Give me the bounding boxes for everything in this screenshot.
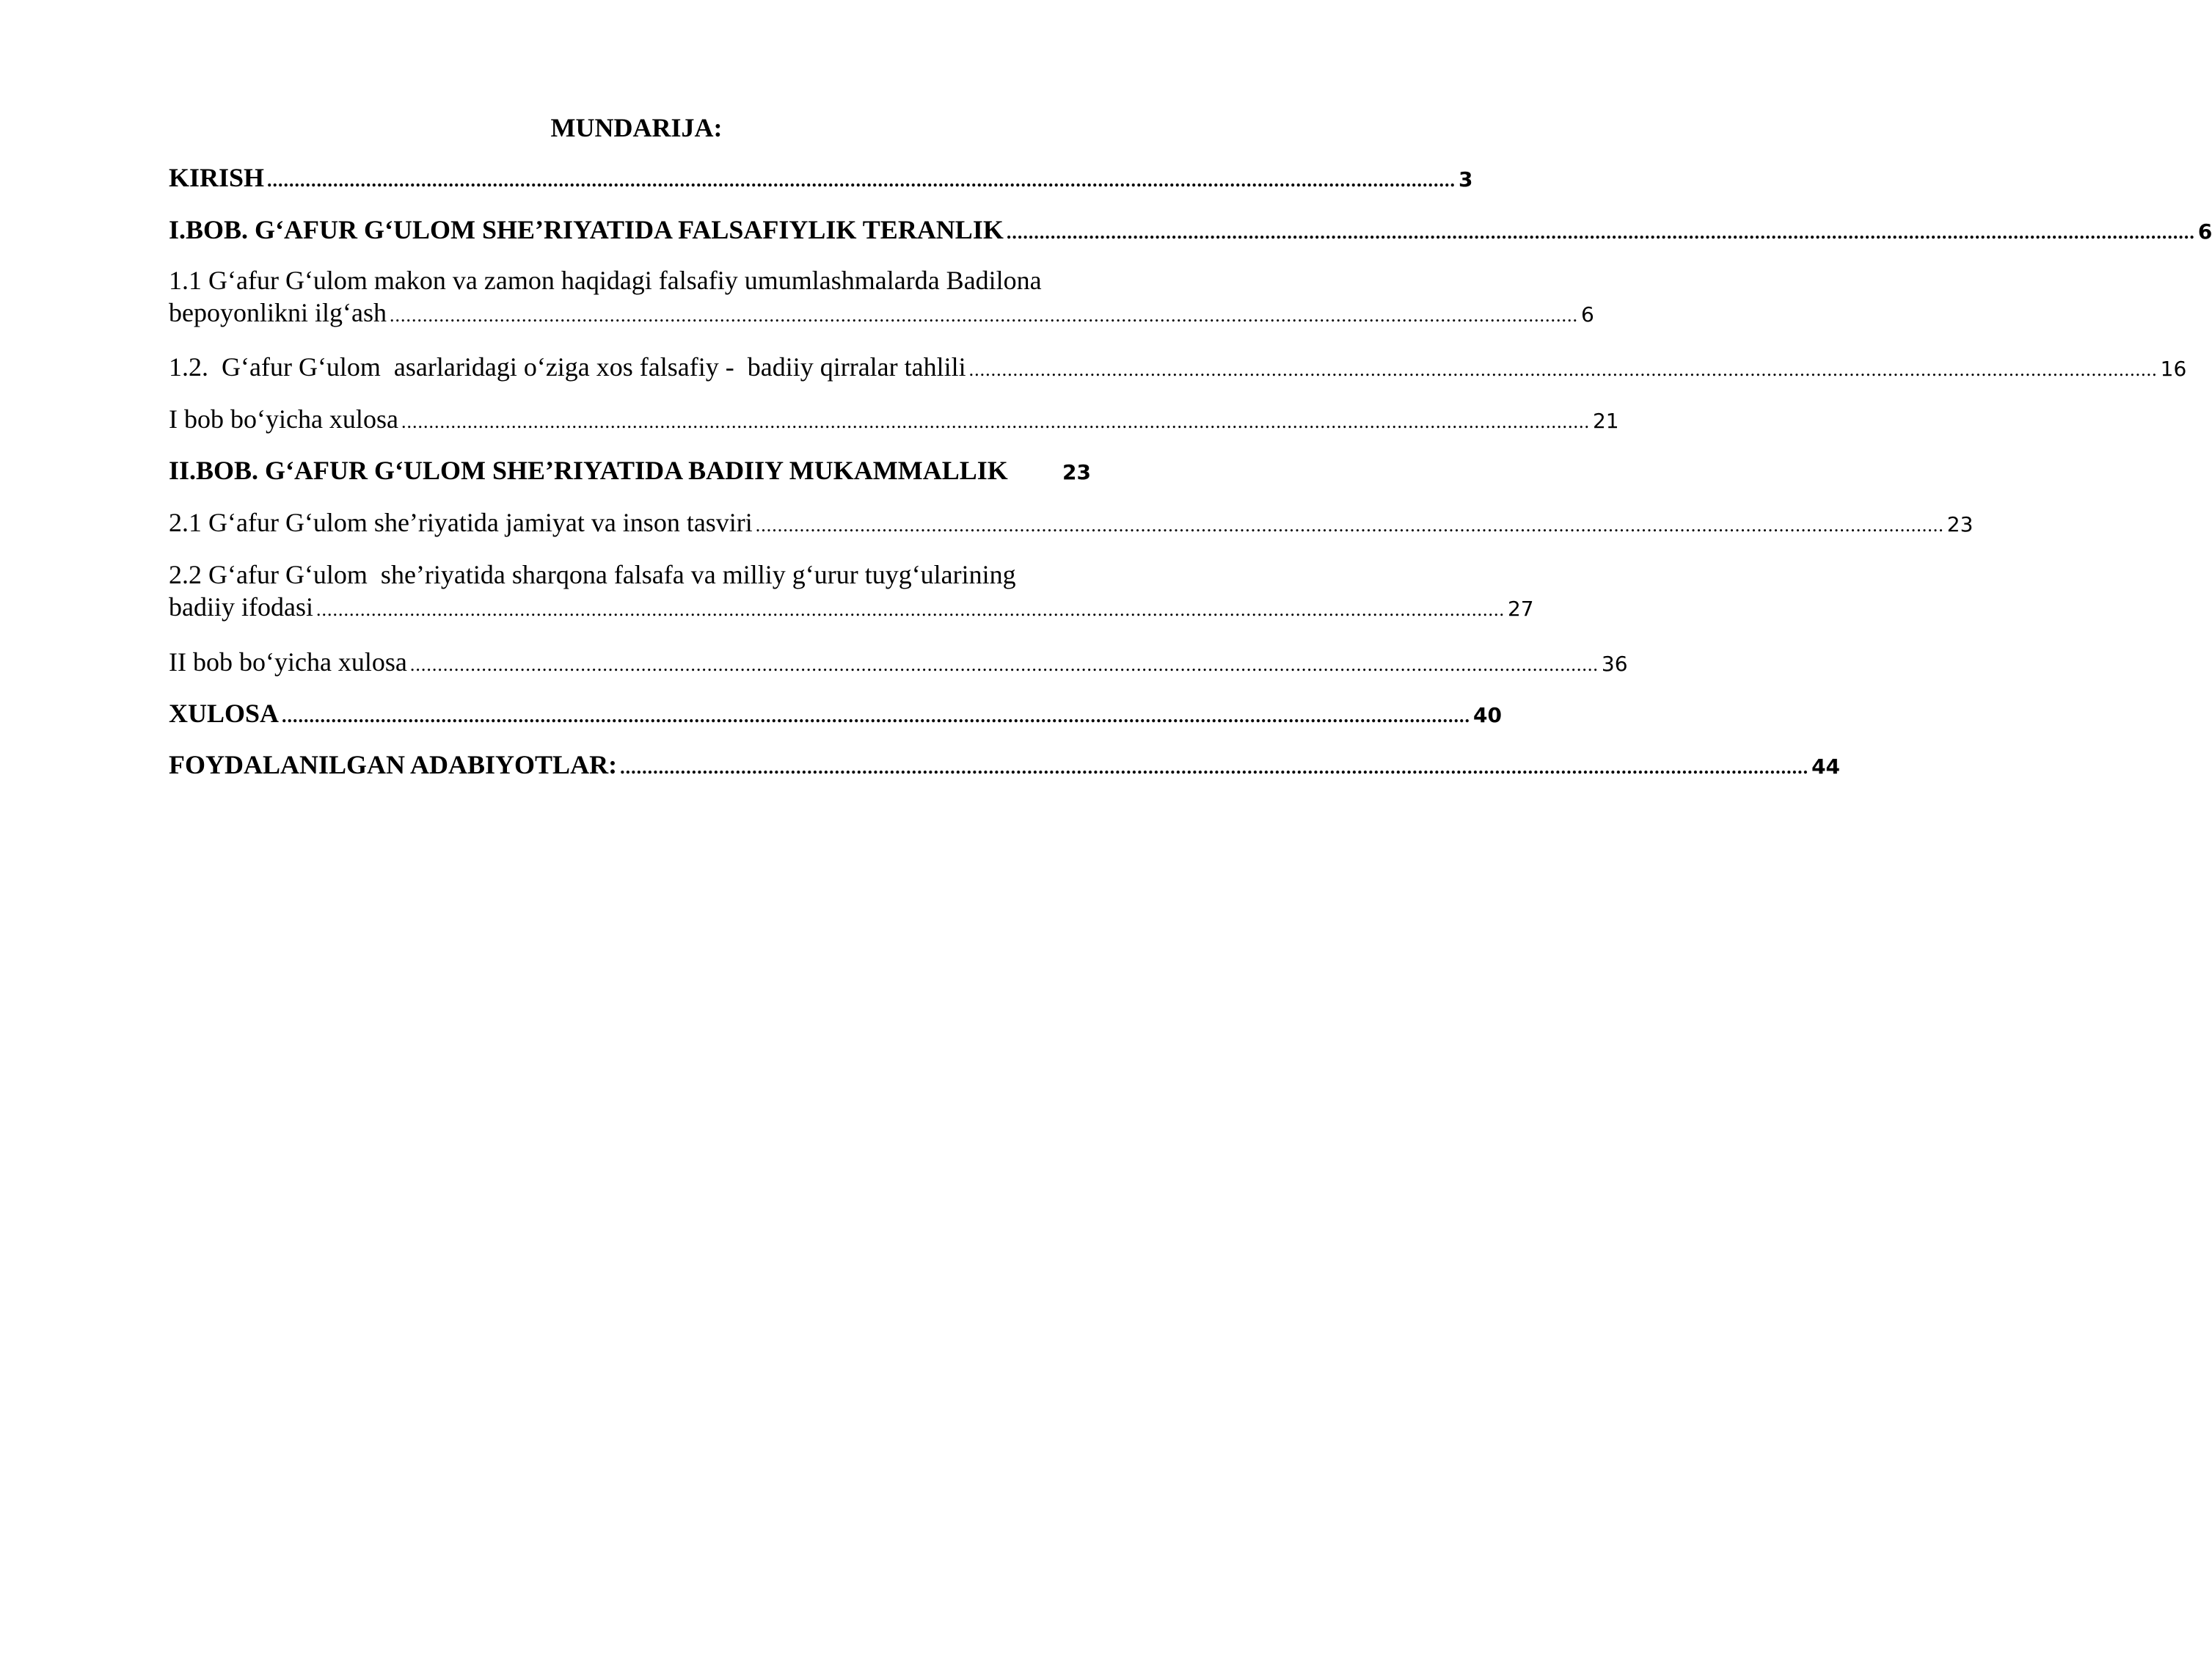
toc-page-number: 3 (1459, 167, 1473, 192)
toc-page-number: 23 (1946, 512, 1974, 536)
dot-leader: ........................................................................................................................................................................................................................ (968, 359, 2158, 380)
toc-entry[interactable] (169, 351, 2187, 386)
dot-leader: ........................................................................................................................................................................................................................ (401, 411, 1590, 432)
toc-page-number: 21 (1592, 409, 1619, 433)
dot-leader: ........................................................................................................................................................................................................................ (267, 170, 1456, 191)
toc-entry-text-line1: 1.1 G‘afur G‘ulom makon va zamon haqidagi falsafiy umumlashmalarda Badilona (169, 266, 1042, 295)
toc-page-number: 40 (1473, 703, 1502, 727)
toc-entry-text: 1.2. G‘afur G‘ulom asarlaridagi o‘ziga xos falsafiy - badiiy qirralar tahlili (169, 352, 966, 382)
toc-entry-text: bepoyonlikni ilg‘ash (169, 298, 387, 327)
toc-page-number: 44 (1811, 754, 1841, 779)
toc-entry[interactable] (169, 646, 1628, 681)
toc-entry[interactable] (169, 749, 1841, 784)
toc-entry-text-line1: 2.2 G‘afur G‘ulom she’riyatida sharqona falsafa va milliy g‘urur tuyg‘ularining (169, 560, 1016, 589)
toc-entry-text: 2.1 G‘afur G‘ulom she’riyatida jamiyat va inson tasviri (169, 508, 753, 537)
toc-entry-text: XULOSA (169, 699, 280, 728)
dot-leader: ........................................................................................................................................................................................................................ (1006, 222, 2195, 243)
toc-entry[interactable] (169, 403, 1619, 438)
toc-page-number: 6 (1580, 302, 1594, 327)
dot-leader: ........................................................................................................................................................................................................................ (409, 654, 1599, 675)
toc-entry[interactable] (169, 264, 1594, 332)
toc-page-number: 6 (2197, 219, 2212, 244)
toc-entry[interactable] (169, 506, 1974, 542)
toc-entry[interactable] (169, 558, 1534, 626)
dot-leader: ........................................................................................................................................................................................................................ (315, 599, 1505, 620)
dot-leader: ........................................................................................................................................................................................................................ (389, 305, 1578, 326)
toc-entry-text: I bob bo‘yicha xulosa (169, 404, 398, 434)
toc-entry[interactable] (169, 454, 1091, 489)
toc-title: MUNDARIJA: (550, 113, 723, 142)
toc-entry[interactable] (169, 697, 1502, 732)
toc-entry-text: KIRISH (169, 163, 265, 192)
toc-entry-text: badiiy ifodasi (169, 592, 313, 622)
toc-page-number: 23 (1062, 460, 1091, 484)
toc-entry-text: II bob bo‘yicha xulosa (169, 647, 407, 677)
toc-entry-text: I.BOB. G‘AFUR G‘ULOM SHE’RIYATIDA FALSAFIYLIK TERANLIK (169, 215, 1004, 244)
toc-entry[interactable] (169, 161, 1473, 197)
dot-leader: ........................................................................................................................................................................................................................ (620, 757, 1809, 778)
toc-entry[interactable] (169, 214, 2212, 249)
toc-page-number: 36 (1601, 652, 1628, 676)
dot-leader: ........................................................................................................................................................................................................................ (755, 514, 1944, 536)
toc-page-number: 27 (1507, 597, 1534, 621)
dot-leader: ........................................................................................................................................................................................................................ (282, 705, 1471, 727)
toc-page-number: 16 (2160, 357, 2187, 381)
toc-entry-text: II.BOB. G‘AFUR G‘ULOM SHE’RIYATIDA BADIIY MUKAMMALLIK (169, 456, 1008, 485)
toc-entry-text: FOYDALANILGAN ADABIYOTLAR: (169, 750, 618, 779)
